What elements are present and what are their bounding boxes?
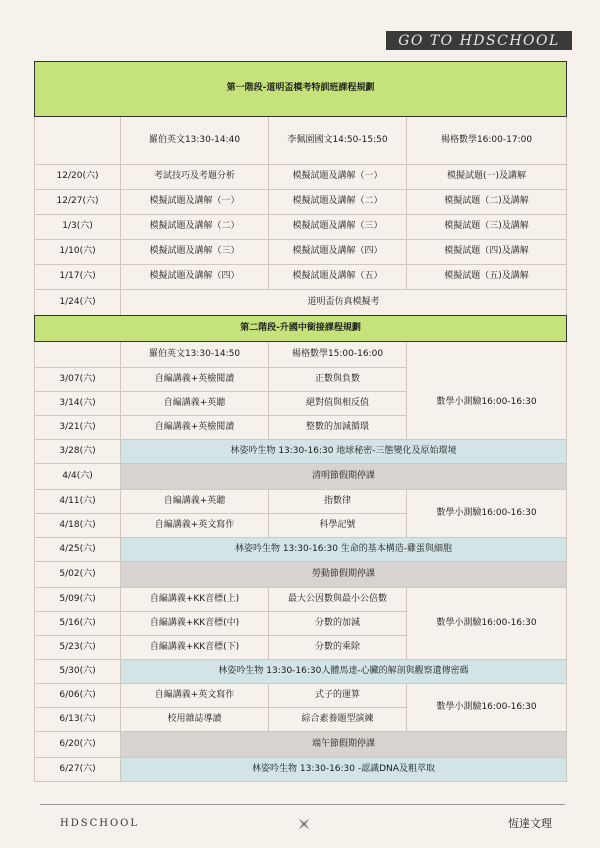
english-cell: 模擬試題及講解（一）	[121, 190, 269, 215]
english-cell: 模擬試題及講解（四）	[121, 265, 269, 290]
table-row	[35, 265, 567, 290]
row-date: 6/27(六)	[35, 758, 121, 782]
biology-banner: 林姿吟生物 13:30-16:30 地球秘密-三態變化及原始環境	[121, 440, 567, 464]
go-to-hdschool-banner: GO TO HDSCHOOL	[386, 31, 572, 50]
holiday-cell: 清明節假期停課	[121, 464, 567, 490]
math-cell: 分數的乘除	[269, 636, 407, 660]
math-cell: 分數的加減	[269, 612, 407, 636]
math-quiz-cell: 數學小測驗16:00-16:30	[407, 684, 567, 732]
table-row	[35, 732, 567, 758]
star-icon	[296, 816, 312, 832]
row-date: 5/02(六)	[35, 562, 121, 588]
math-cell: 指數律	[269, 490, 407, 514]
phase2-header-blank	[35, 342, 121, 368]
math-cell: 模擬試題（二)及講解	[407, 190, 567, 215]
chinese-cell: 模擬試題及講解（五）	[269, 265, 407, 290]
footer-school-name: 恆達文理	[508, 817, 552, 830]
math-cell: 式子的運算	[269, 684, 407, 708]
phase1-header-blank	[35, 117, 121, 165]
table-row	[35, 562, 567, 588]
english-cell: 自編講義+KK音標(下)	[121, 636, 269, 660]
table-row	[35, 588, 567, 612]
row-date: 6/20(六)	[35, 732, 121, 758]
phase1-table	[34, 61, 567, 316]
table-row	[35, 660, 567, 684]
phase2-title: 第二階段-升國中銜接課程規劃	[35, 316, 567, 342]
phase2-header-english: 羅伯英文13:30-14:50	[121, 342, 269, 368]
english-cell: 自編講義+英聽	[121, 490, 269, 514]
row-date: 3/07(六)	[35, 368, 121, 392]
phase1-header-math: 楊格數學16:00-17:00	[407, 117, 567, 165]
english-cell: 模擬試題及講解（三）	[121, 240, 269, 265]
table-row	[35, 440, 567, 464]
math-cell: 模擬試題(一)及講解	[407, 165, 567, 190]
english-cell: 自編講義+英檢閱讀	[121, 416, 269, 440]
english-cell: 自編講義+KK音標(上)	[121, 588, 269, 612]
phase1-header-english: 羅伯英文13:30-14:40	[121, 117, 269, 165]
row-date: 3/28(六)	[35, 440, 121, 464]
table-row	[35, 684, 567, 708]
math-cell: 整數的加減循環	[269, 416, 407, 440]
chinese-cell: 模擬試題及講解（二）	[269, 190, 407, 215]
table-row	[35, 464, 567, 490]
math-cell: 模擬試題（五)及講解	[407, 265, 567, 290]
table-row	[35, 758, 567, 782]
row-date: 3/14(六)	[35, 392, 121, 416]
table-row	[35, 165, 567, 190]
footer-brand: HDSCHOOL	[60, 818, 139, 829]
table-row	[35, 490, 567, 514]
english-cell: 模擬試題及講解（二）	[121, 215, 269, 240]
biology-banner: 林姿吟生物 13:30-16:30 生命的基本構造-雞蛋與細胞	[121, 538, 567, 562]
table-row	[35, 215, 567, 240]
phase2-header-math: 楊格數學15:00-16:00	[269, 342, 407, 368]
english-cell: 校用雜誌導讀	[121, 708, 269, 732]
holiday-cell: 端午節假期停課	[121, 732, 567, 758]
footer-divider	[40, 804, 565, 805]
row-date: 6/13(六)	[35, 708, 121, 732]
row-date: 12/20(六)	[35, 165, 121, 190]
row-date: 5/23(六)	[35, 636, 121, 660]
chinese-cell: 模擬試題及講解（一）	[269, 165, 407, 190]
phase1-title: 第一階段-道明盃模考特訓班課程規劃	[35, 62, 567, 117]
english-cell: 自編講義+英文寫作	[121, 514, 269, 538]
row-date: 3/21(六)	[35, 416, 121, 440]
biology-banner: 林姿吟生物 13:30-16:30 -認識DNA及粗萃取	[121, 758, 567, 782]
english-cell: 自編講義+英檢閱讀	[121, 368, 269, 392]
math-cell: 模擬試題（三)及講解	[407, 215, 567, 240]
math-cell: 正數與負數	[269, 368, 407, 392]
math-cell: 模擬試題（四)及講解	[407, 240, 567, 265]
row-date: 1/3(六)	[35, 215, 121, 240]
row-date: 1/24(六)	[35, 290, 121, 316]
english-cell: 自編講義+英聽	[121, 392, 269, 416]
table-row	[35, 290, 567, 316]
mock-exam-cell: 道明盃仿真模擬考	[121, 290, 567, 316]
math-cell: 科學記號	[269, 514, 407, 538]
row-date: 5/16(六)	[35, 612, 121, 636]
table-row	[35, 368, 567, 392]
math-cell: 綜合素養題型演練	[269, 708, 407, 732]
math-quiz-cell: 數學小測驗16:00-16:30	[407, 588, 567, 660]
row-date: 1/10(六)	[35, 240, 121, 265]
row-date: 4/18(六)	[35, 514, 121, 538]
phase2-header-quiz-blank	[407, 342, 567, 368]
math-cell: 最大公因數與最小公倍數	[269, 588, 407, 612]
english-cell: 自編講義+英文寫作	[121, 684, 269, 708]
row-date: 1/17(六)	[35, 265, 121, 290]
row-date: 4/11(六)	[35, 490, 121, 514]
math-quiz-cell: 數學小測驗16:00-16:30	[407, 368, 567, 440]
table-row	[35, 190, 567, 215]
row-date: 5/30(六)	[35, 660, 121, 684]
row-date: 4/25(六)	[35, 538, 121, 562]
row-date: 12/27(六)	[35, 190, 121, 215]
holiday-cell: 勞動節假期停課	[121, 562, 567, 588]
english-cell: 自編講義+KK音標(中)	[121, 612, 269, 636]
chinese-cell: 模擬試題及講解（四）	[269, 240, 407, 265]
row-date: 4/4(六)	[35, 464, 121, 490]
table-row	[35, 240, 567, 265]
phase1-header-chinese: 李佩園國文14:50-15:50	[269, 117, 407, 165]
phase2-table	[34, 315, 567, 782]
math-quiz-cell: 數學小測驗16:00-16:30	[407, 490, 567, 538]
english-cell: 考試技巧及考題分析	[121, 165, 269, 190]
table-row	[35, 538, 567, 562]
chinese-cell: 模擬試題及講解（三）	[269, 215, 407, 240]
biology-banner: 林姿吟生物 13:30-16:30人體馬達-心臟的解剖與觀察遺傳密碼	[121, 660, 567, 684]
row-date: 5/09(六)	[35, 588, 121, 612]
math-cell: 絕對值與相反值	[269, 392, 407, 416]
row-date: 6/06(六)	[35, 684, 121, 708]
